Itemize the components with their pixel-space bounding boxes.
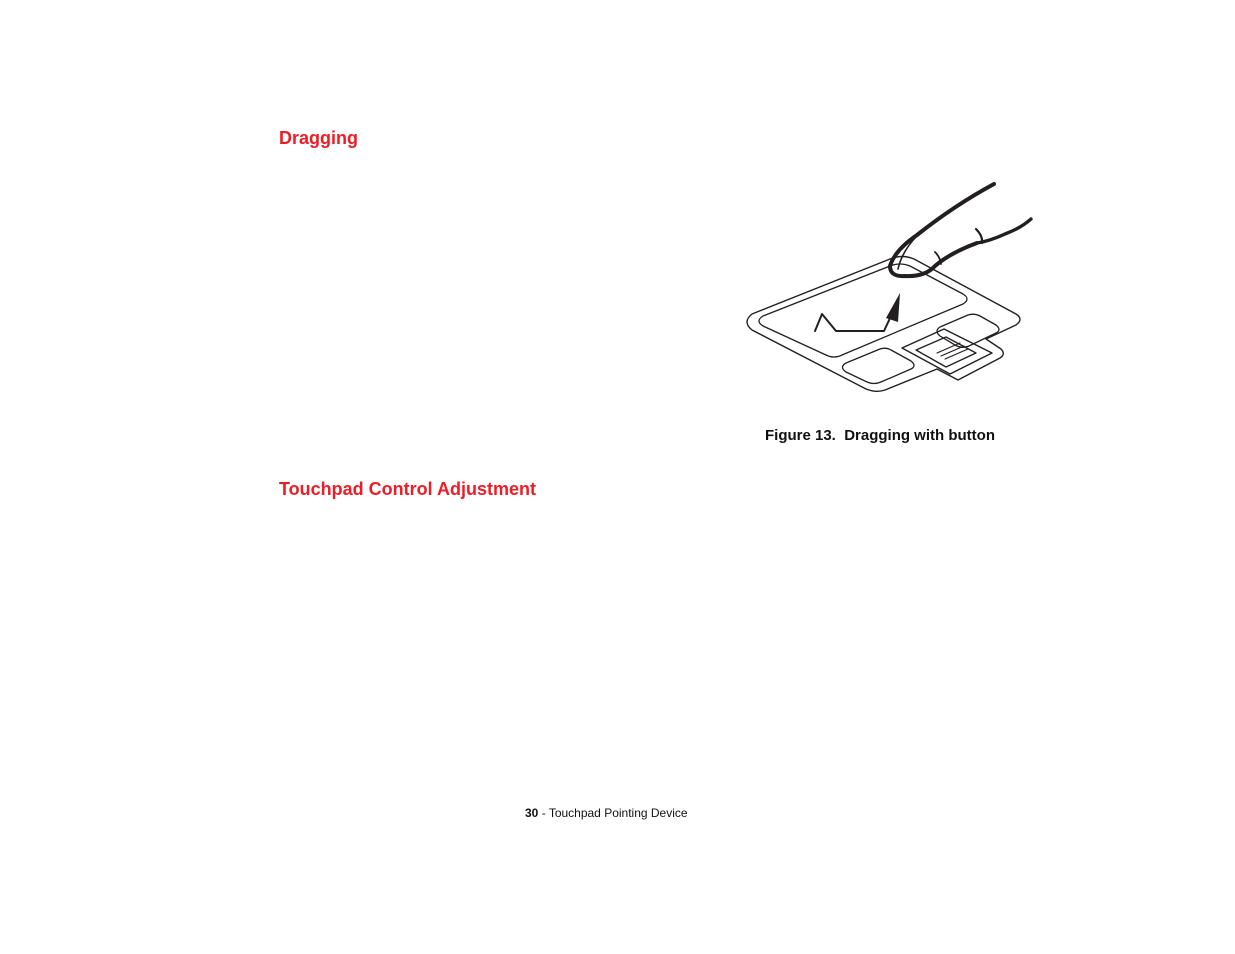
footer-separator: -	[538, 806, 549, 820]
figure-caption: Figure 13. Dragging with button	[765, 427, 995, 444]
section-heading-dragging: Dragging	[279, 128, 358, 148]
finger-on-touchpad-drag-icon	[740, 178, 1040, 393]
page-footer	[525, 806, 688, 821]
section-heading-touchpad-control-adjustment: Touchpad Control Adjustment	[279, 479, 536, 499]
footer-section-title: Touchpad Pointing Device	[548, 806, 688, 820]
page-number: 30	[525, 806, 539, 820]
figure-13	[740, 178, 1040, 393]
